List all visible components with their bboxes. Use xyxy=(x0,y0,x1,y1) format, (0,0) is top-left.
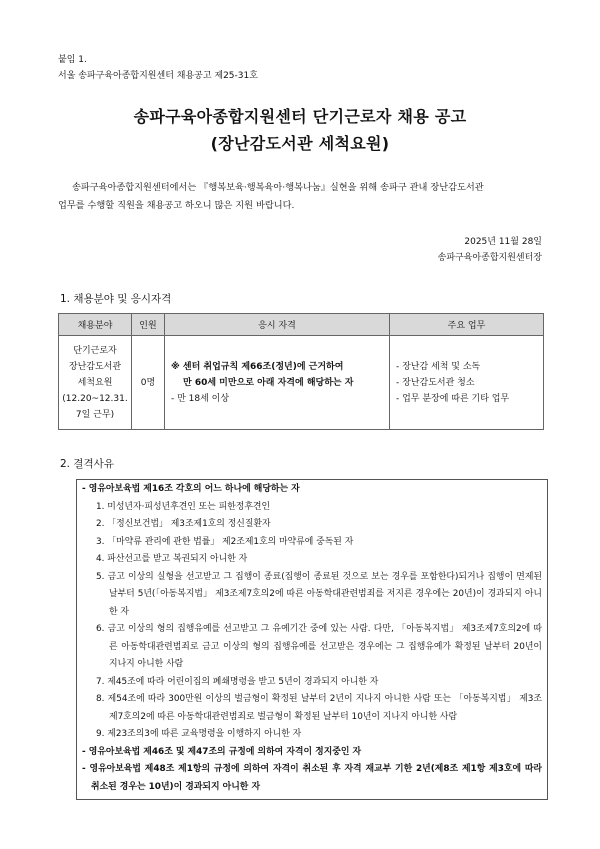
duty-item: - 장난감 세척 및 소독 xyxy=(396,361,481,372)
disqualification-item: 2. 「정신보건법」 제3조제1호의 정신질환자 xyxy=(96,519,271,529)
disqualification-item: 1. 미성년자·피성년후견인 또는 피한정후견인 xyxy=(96,501,271,512)
disqualification-item: 5. 금고 이상의 실형을 선고받고 그 집행이 종료(집행이 종료된 것으로 보는 경우를 포함한다)되거나 집행이 면제된 날부터 5년(「아동복지법」 제3조제7호의2에 따른 아동학대관련범죄를 저지른 경우에는 20년)이 경과되지 아니한 자 xyxy=(96,571,542,617)
qualification-note: ※ 센터 취업규칙 제66조(정년)에 근거하여 xyxy=(171,361,344,372)
intro-line-2: 업무를 수행할 직원을 채용공고 하오니 많은 지원 바랍니다. xyxy=(58,200,295,211)
disqualification-item: 4. 파산선고를 받고 복권되지 아니한 자 xyxy=(96,554,248,564)
field-line: 단기근로자 xyxy=(73,345,117,356)
disqualification-item: 8. 제54조에 따라 300만원 이상의 벌금형이 확정된 날부터 2년이 지나지 아니한 사람 또는 「아동복지법」 제3조제7호의2에 따른 아동학대관련범죄로 벌금형이 확정된 날부터 10년이 지나지 아니한 사람 xyxy=(96,694,542,722)
col-header-duties: 주요 업무 xyxy=(390,314,544,336)
requirements-table xyxy=(58,313,544,430)
col-header-field: 채용분야 xyxy=(59,314,132,336)
intro-paragraph xyxy=(58,179,558,215)
issuer-name: 송파구육아종합지원센터장 xyxy=(437,253,542,263)
law-clause-48: - 영유아보육법 제48조 제1항의 규정에 의하여 자격이 취소된 후 자격 재교부 기한 2년(제8조 제1항 제3호에 따라 취소된 경우는 10년)이 경과되지 아니한 자 xyxy=(82,764,542,792)
qualification-note-cont: 만 60세 미만으로 아래 자격에 해당하는 자 xyxy=(183,377,354,388)
duty-item: - 업무 분장에 따른 기타 업무 xyxy=(396,393,510,404)
field-line: 장난감도서관 xyxy=(68,361,122,372)
cell-duties xyxy=(390,336,544,430)
cell-field xyxy=(59,336,132,430)
disqualification-item: 6. 금고 이상의 형의 집행유예를 선고받고 그 유예기간 중에 있는 사람. 다만, 「아동복지법」 제3조제7호의2에 따른 아동학대관련범죄로 금고 이상의 형의 집행유예를 선고받은 경우에는 그 집행유예가 확정된 날부터 20년이 지나지 아니한 사람 xyxy=(96,624,542,669)
disqualification-item: 7. 제45조에 따라 어린이집의 폐쇄명령을 받고 5년이 경과되지 아니한 자 xyxy=(96,676,379,687)
disqualification-item: 9. 제23조의3에 따른 교육명령을 이행하지 아니한 자 xyxy=(96,729,302,739)
field-line: 7일 근무) xyxy=(75,409,115,420)
notice-number: 서울 송파구육아종합지원센터 채용공고 제25-31호 xyxy=(58,71,258,81)
duty-item: - 장난감도서관 청소 xyxy=(396,377,475,388)
col-header-count: 인원 xyxy=(132,314,165,336)
col-header-qualification: 응시 자격 xyxy=(165,314,390,336)
page-subtitle: (장난감도서관 세척요원) xyxy=(210,134,390,153)
field-line: (12.20~12.31. xyxy=(62,393,128,404)
attachment-label: 붙임 1. xyxy=(58,55,87,65)
cell-count: 0명 xyxy=(132,336,165,430)
disqualification-item: 3. 「마약류 관리에 관한 법률」 제2조제1호의 마약류에 중독된 자 xyxy=(96,536,354,547)
page-title: 송파구육아종합지원센터 단기근로자 채용 공고 xyxy=(133,107,467,126)
law-clause-46-47: - 영유아보육법 제46조 및 제47조의 규정에 의하여 자격이 정지중인 자 xyxy=(82,746,362,757)
field-line: 세척요원 xyxy=(77,377,113,388)
law-clause-16: - 영유아보육법 제16조 각호의 어느 하나에 해당하는 자 xyxy=(82,484,300,494)
intro-line-1: 송파구육아종합지원센터에서는 『행복보육·행복육아·행복나눔』실현을 위해 송파구 관내 장난감도서관 xyxy=(72,182,484,193)
qualification-item: - 만 18세 이상 xyxy=(171,393,230,404)
announce-date: 2025년 11월 28일 xyxy=(464,237,542,247)
disqualification-box xyxy=(76,479,548,800)
section1-heading: 1. 채용분야 및 응시자격 xyxy=(60,293,172,305)
cell-qualification xyxy=(165,336,390,430)
section2-heading: 2. 결격사유 xyxy=(60,458,114,470)
